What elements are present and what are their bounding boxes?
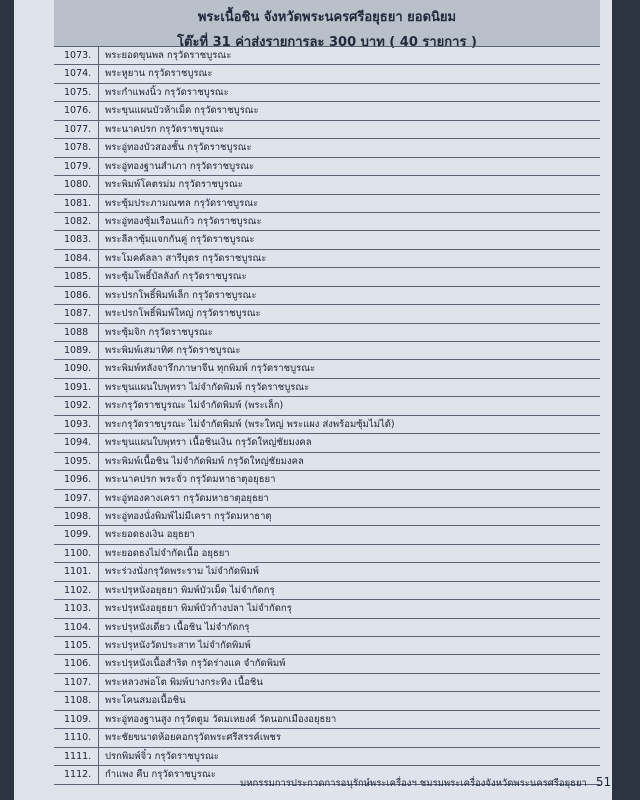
item-number: 1089. [54, 342, 99, 359]
item-number: 1094. [54, 434, 99, 451]
item-number: 1078. [54, 139, 99, 156]
table-row [54, 176, 600, 194]
table-row [54, 453, 600, 471]
item-description: พระปรุหนังเดี่ยว เนื้อชิน ไม่จำกัดกรุ [105, 621, 250, 633]
item-description: พระนาคปรก พระจั่ว กรุวัดมหาธาตุอยุธยา [105, 474, 276, 486]
item-number: 1095. [54, 453, 99, 470]
item-number: 1112. [54, 766, 99, 783]
item-number: 1090. [54, 360, 99, 377]
item-number: 1111. [54, 748, 99, 765]
table-row [54, 139, 600, 157]
page-number: 51 [595, 775, 612, 789]
item-description: พระร่วงนั่งกรุวัดพระราม ไม่จำกัดพิมพ์ [105, 566, 259, 578]
item-description: พระอู่ทองนั่งพิมพ์ไม่มีเครา กรุวัดมหาธาตุ [105, 510, 272, 522]
item-description: พระโมคคัลลา สารีบุตร กรุวัดราชบูรณะ [105, 252, 267, 264]
item-description: พระปรุหนังเนื้อสำริด กรุวัดร่างแค จำกัดพิมพ์ [105, 658, 286, 670]
item-number: 1083. [54, 231, 99, 248]
table-row [54, 287, 600, 305]
item-description: พระขุนแผนใบพุทรา เนื้อชินเงิน กรุวัดใหญ่ชัยมงคล [105, 437, 312, 449]
item-number: 1082. [54, 213, 99, 230]
item-description: พระกรุวัดราชบูรณะ ไม่จำกัดพิมพ์ (พระใหญ่ พระแผง ส่งพร้อมซุ้มไม่ได้) [105, 418, 395, 430]
table-row [54, 619, 600, 637]
item-description: พระขุนแผนบัวห้าเม็ด กรุวัดราชบูรณะ [105, 105, 259, 117]
page-edge-shadow [612, 0, 640, 800]
item-number: 1075. [54, 84, 99, 101]
item-description: พระปรกโพธิ์พิมพ์ใหญ่ กรุวัดราชบูรณะ [105, 308, 261, 320]
item-number: 1076. [54, 102, 99, 119]
table-row [54, 250, 600, 268]
table-row [54, 563, 600, 581]
table-row [54, 692, 600, 710]
table-row [54, 231, 600, 249]
table-row [54, 637, 600, 655]
item-description: พระนาคปรก กรุวัดราชบูรณะ [105, 123, 224, 135]
item-description: พระซุ้มโพธิ์บัลลังก์ กรุวัดราชบูรณะ [105, 271, 247, 283]
amulet-list-table [54, 46, 600, 785]
item-number: 1096. [54, 471, 99, 488]
table-row [54, 158, 600, 176]
item-number: 1099. [54, 526, 99, 543]
item-number: 1098. [54, 508, 99, 525]
item-description: พระอู่ทองคางเครา กรุวัดมหาธาตุอยุธยา [105, 492, 269, 504]
item-number: 1077. [54, 121, 99, 138]
table-row [54, 324, 600, 342]
item-number: 1074. [54, 65, 99, 82]
item-description: พระหูยาน กรุวัดราชบูรณะ [105, 68, 213, 80]
item-description: พระลีลาซุ้มแจกกันคู่ กรุวัดราชบูรณะ [105, 234, 255, 246]
item-number: 1108. [54, 692, 99, 709]
item-number: 1105. [54, 637, 99, 654]
item-description: พระยอดธงเงิน อยุธยา [105, 529, 195, 541]
item-description: พระอู่ทองฐานสูง กรุวัดตูม วัดมเหยงค์ วัดนอกเมืองอยุธยา [105, 713, 337, 725]
item-description: พระพิมพ์เสมาทิศ กรุวัดราชบูรณะ [105, 345, 241, 356]
item-number: 1088 [54, 324, 99, 341]
item-number: 1087. [54, 305, 99, 322]
item-description: พระปรุหนังอยุธยา พิมพ์บัวก้างปลา ไม่จำกัดกรุ [105, 603, 292, 615]
table-row [54, 434, 600, 452]
item-description: พระปรกโพธิ์พิมพ์เล็ก กรุวัดราชบูรณะ [105, 289, 257, 301]
item-number: 1110. [54, 729, 99, 746]
item-number: 1102. [54, 582, 99, 599]
table-row [54, 268, 600, 286]
table-row [54, 213, 600, 231]
item-description: พระพิมพ์หลังจารึกภาษาจีน ทุกพิมพ์ กรุวัดราชบูรณะ [105, 363, 316, 375]
table-row [54, 729, 600, 747]
table-row [54, 47, 600, 65]
table-row [54, 526, 600, 544]
item-description: พระโคนสมอเนื้อชิน [105, 695, 186, 707]
item-description: พระอู่ทองซุ้มเรือนแก้ว กรุวัดราชบูรณะ [105, 215, 262, 227]
item-number: 1104. [54, 619, 99, 636]
table-row [54, 655, 600, 673]
table-row [54, 397, 600, 415]
item-number: 1084. [54, 250, 99, 267]
item-description: พระพิมพ์เนื้อชิน ไม่จำกัดพิมพ์ กรุวัดใหญ่ชัยมงคล [105, 455, 304, 467]
item-description: พระอู่ทองบัวสองชั้น กรุวัดราชบูรณะ [105, 142, 252, 154]
table-row [54, 490, 600, 508]
item-number: 1107. [54, 674, 99, 691]
item-description: ปรกพิมพ์จิ๋ว กรุวัดราชบูรณะ [105, 750, 219, 762]
item-number: 1080. [54, 176, 99, 193]
item-description: พระพิมพ์โคตรม่ม กรุวัดราชบูรณะ [105, 179, 243, 191]
table-row [54, 102, 600, 120]
item-number: 1106. [54, 655, 99, 672]
item-number: 1103. [54, 600, 99, 617]
item-number: 1093. [54, 416, 99, 433]
table-row [54, 121, 600, 139]
header-subtitle: โต๊ะที่ 31 ค่าส่งรายการละ 300 บาท ( 40 รายการ ) [177, 35, 477, 50]
table-row [54, 360, 600, 378]
item-number: 1081. [54, 195, 99, 212]
table-row [54, 84, 600, 102]
table-row [54, 305, 600, 323]
table-header [54, 0, 600, 50]
footer-text: มหกรรมการประกวดการอนุรักษ์พระเครื่องฯ ชมรมพระเครื่องจังหวัดพระนครศรีอยุธยา [240, 778, 587, 789]
item-number: 1092. [54, 397, 99, 414]
item-description: พระหลวงพ่อโต พิมพ์บางกระทิง เนื้อชิน [105, 676, 263, 688]
item-description: พระซุ้มประภามณฑล กรุวัดราชบูรณะ [105, 197, 259, 209]
item-description: พระกรุวัดราชบูรณะ ไม่จำกัดพิมพ์ (พระเล็ก) [105, 400, 284, 412]
page-footer [240, 775, 610, 791]
table-row [54, 711, 600, 729]
item-description: พระปรุหนังอยุธยา พิมพ์บัวเม็ด ไม่จำกัดกรุ [105, 584, 275, 596]
table-row [54, 471, 600, 489]
table-row [54, 195, 600, 213]
item-description: พระยอดธงไม่จำกัดเนื้อ อยุธยา [105, 547, 230, 559]
item-number: 1073. [54, 47, 99, 64]
table-row [54, 582, 600, 600]
table-row [54, 342, 600, 360]
item-number: 1086. [54, 287, 99, 304]
item-description: พระกำแพงนิ้ว กรุวัดราชบูรณะ [105, 86, 229, 98]
item-number: 1085. [54, 268, 99, 285]
table-row [54, 379, 600, 397]
catalog-page [14, 0, 612, 800]
item-number: 1101. [54, 563, 99, 580]
item-number: 1091. [54, 379, 99, 396]
item-description: กำแพง คืบ กรุวัดราชบูรณะ [105, 769, 216, 781]
item-description: พระชัยขนาดห้อยคอกรุวัดพระศรีสรรค์เพชร [105, 732, 281, 744]
item-description: พระปรุหนังวัดประสาท ไม่จำกัดพิมพ์ [105, 640, 251, 651]
item-description: พระยอดขุนพล กรุวัดราชบูรณะ [105, 50, 232, 61]
item-description: พระขุนแผนใบพุทรา ไม่จำกัดพิมพ์ กรุวัดราชบูรณะ [105, 381, 310, 393]
table-row [54, 600, 600, 618]
table-row [54, 674, 600, 692]
item-description: พระอู่ทองฐานสำเภา กรุวัดราชบูรณะ [105, 160, 255, 172]
table-row [54, 416, 600, 434]
item-number: 1109. [54, 711, 99, 728]
table-row [54, 748, 600, 766]
table-row [54, 545, 600, 563]
header-title: พระเนื้อชิน จังหวัดพระนครศรีอยุธยา ยอดนิยม [197, 10, 457, 25]
item-number: 1079. [54, 158, 99, 175]
item-description: พระซุ้มจิก กรุวัดราชบูรณะ [105, 326, 213, 338]
item-number: 1097. [54, 490, 99, 507]
table-row [54, 508, 600, 526]
table-row [54, 65, 600, 83]
item-number: 1100. [54, 545, 99, 562]
